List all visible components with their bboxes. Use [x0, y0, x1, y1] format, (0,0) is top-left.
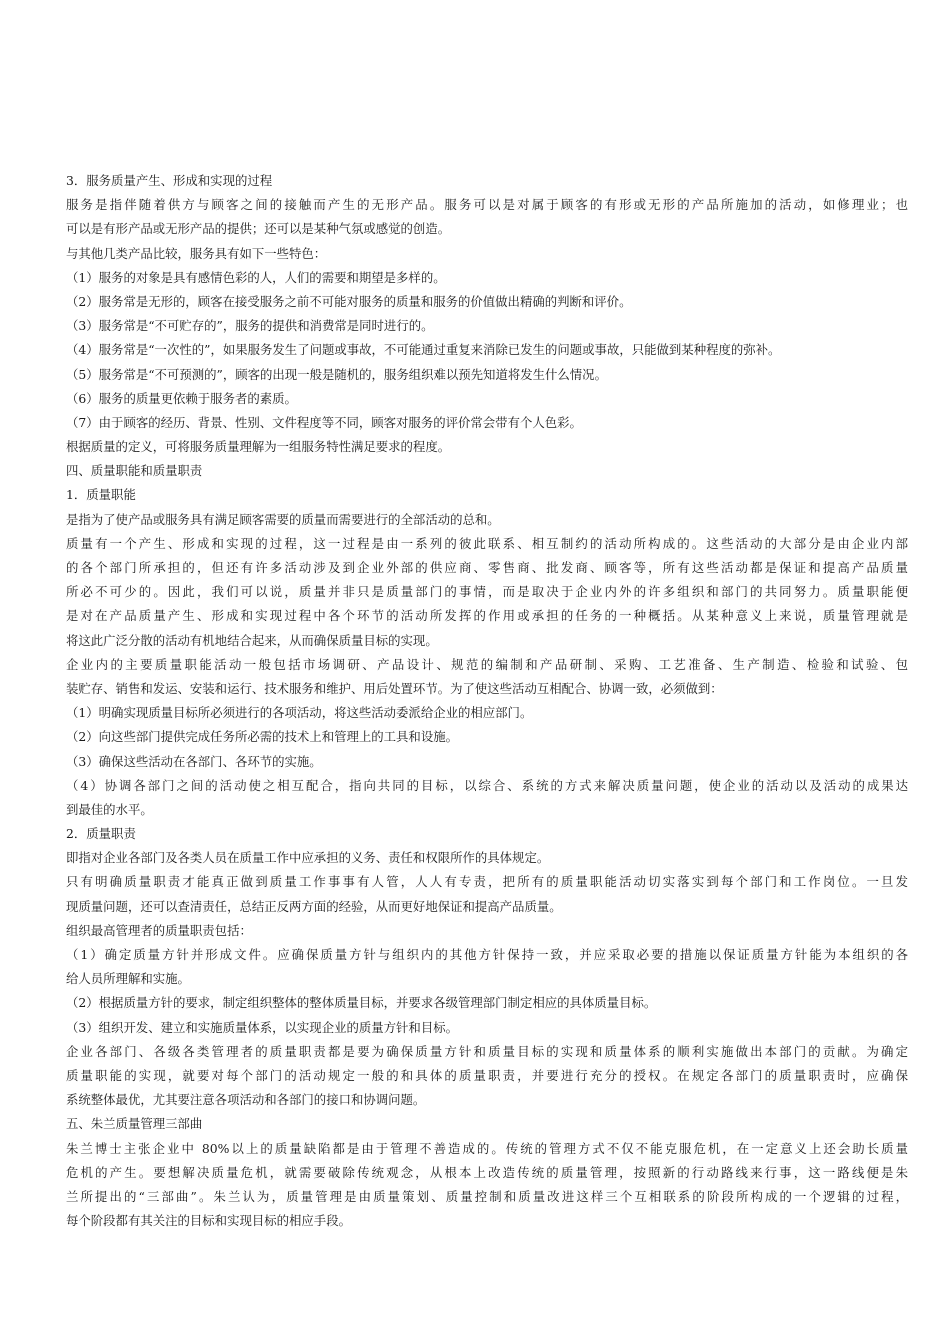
text-line: 到最佳的水平。: [66, 801, 153, 817]
text-line: 1．质量职能: [66, 487, 136, 503]
text-line: （1）明确实现质量目标所必须进行的各项活动，将这些活动委派给企业的相应部门。: [66, 705, 533, 721]
text-line: 组织最高管理者的质量职责包括：: [66, 922, 252, 938]
text-line: 2．质量职责: [66, 826, 136, 842]
text-line: 五、朱兰质量管理三部曲: [66, 1116, 203, 1132]
text-line: （6）服务的质量更依赖于服务者的素质。: [66, 390, 297, 406]
text-line: 质量职能的实现，就要对每个部门的活动规定一般的和具体的质量职责，并要进行充分的授权。在规定各部门的质量职责时，应确保: [66, 1067, 908, 1083]
text-line: （2）向这些部门提供完成任务所必需的技术上和管理上的工具和设施。: [66, 729, 458, 745]
text-line: 即指对企业各部门及各类人员在质量工作中应承担的义务、责任和权限所作的具体规定。: [66, 850, 550, 866]
text-line: （4）协调各部门之间的活动使之相互配合，指向共同的目标，以综合、系统的方式来解决质量问题，使企业的活动以及活动的成果达: [66, 777, 908, 793]
text-line: 企业各部门、各级各类管理者的质量职责都是要为确保质量方针和质量目标的实现和质量体系的顺利实施做出本部门的贡献。为确定: [66, 1043, 908, 1059]
text-line: （2）根据质量方针的要求，制定组织整体的整体质量目标，并要求各级管理部门制定相应的具体质量目标。: [66, 995, 657, 1011]
text-line: 是指为了使产品或服务具有满足顾客需要的质量而需要进行的全部活动的总和。: [66, 511, 500, 527]
text-line: （3）服务常是“不可贮存的”，服务的提供和消费常是同时进行的。: [66, 318, 434, 334]
text-line: 3．服务质量产生、形成和实现的过程: [66, 173, 273, 188]
text-line: 所必不可少的。因此，我们可以说，质量并非只是质量部门的事情，而是取决于企业内外的许多组织和部门的共同努力。质量职能便: [66, 584, 908, 600]
text-line: 每个阶段都有其关注的目标和实现目标的相应手段。: [66, 1213, 351, 1229]
text-line: 是对在产品质量产生、形成和实现过程中各个环节的活动所发挥的作用或承担的任务的一种概括。从某种意义上来说，质量管理就是: [66, 608, 908, 624]
text-line: 现质量问题，还可以查清责任，总结正反两方面的经验，从而更好地保证和提高产品质量。: [66, 898, 562, 914]
text-line: 服务是指伴随着供方与顾客之间的接触而产生的无形产品。服务可以是对属于顾客的有形或无形的产品所施加的活动，如修理业；也: [66, 197, 908, 213]
text-line: 只有明确质量职责才能真正做到质量工作事事有人管，人人有专责，把所有的质量职能活动切实落实到每个部门和工作岗位。一旦发: [66, 874, 908, 890]
text-line: （3）组织开发、建立和实施质量体系，以实现企业的质量方针和目标。: [66, 1019, 458, 1035]
text-line: 四、质量职能和质量职责: [66, 463, 203, 479]
text-line: （5）服务常是“不可预测的”，顾客的出现一般是随机的，服务组织难以预先知道将发生什么情况。: [66, 366, 607, 382]
text-line: （3）确保这些活动在各部门、各环节的实施。: [66, 753, 322, 769]
text-line: （4）服务常是“一次性的”，如果服务发生了问题或事故，不可能通过重复来消除已发生的问题或事故，只能做到某种程度的弥补。: [66, 342, 781, 358]
text-line: 装贮存、销售和发运、安装和运行、技术服务和维护、用后处置环节。为了使这些活动互相配合、协调一致，必须做到：: [66, 680, 723, 696]
text-line: 与其他几类产品比较，服务具有如下一些特色：: [66, 245, 327, 261]
text-line: 兰所提出的“三部曲”。朱兰认为，质量管理是由质量策划、质量控制和质量改进这样三个互相联系的阶段所构成的一个逻辑的过程，: [66, 1188, 908, 1204]
text-line: 朱兰博士主张企业中 80%以上的质量缺陷都是由于管理不善造成的。传统的管理方式不仅不能克服危机，在一定意义上还会助长质量: [66, 1140, 908, 1156]
text-line: 给人员所理解和实施。: [66, 971, 190, 987]
text-line: 企业内的主要质量职能活动一般包括市场调研、产品设计、规范的编制和产品研制、采购、工艺准备、生产制造、检验和试验、包: [66, 656, 908, 672]
text-line: 根据质量的定义，可将服务质量理解为一组服务特性满足要求的程度。: [66, 439, 451, 455]
text-line: 危机的产生。要想解决质量危机，就需要破除传统观念，从根本上改造传统的质量管理，按照新的行动路线来行事，这一路线便是朱: [66, 1164, 908, 1180]
text-line: 可以是有形产品或无形产品的提供；还可以是某种气氛或感觉的创造。: [66, 221, 451, 237]
text-line: 将这此广泛分散的活动有机地结合起来，从而确保质量目标的实现。: [66, 632, 438, 648]
document-page: [66, 169, 908, 1233]
text-line: 系统整体最优，尤其要注意各项活动和各部门的接口和协调问题。: [66, 1092, 426, 1108]
text-line: 的各个部门所承担的，但还有许多活动涉及到企业外部的供应商、零售商、批发商、顾客等，所有这些活动都是保证和提高产品质量: [66, 560, 908, 575]
text-line: 质量有一个产生、形成和实现的过程，这一过程是由一系列的彼此联系、相互制约的活动所构成的。这些活动的大部分是由企业内部: [66, 535, 908, 551]
text-line: （1）服务的对象是具有感情色彩的人，人们的需要和期望是多样的。: [66, 269, 446, 285]
text-line: （7）由于顾客的经历、背景、性别、文件程度等不同，顾客对服务的评价常会带有个人色彩。: [66, 414, 582, 430]
text-line: （2）服务常是无形的，顾客在接受服务之前不可能对服务的质量和服务的价值做出精确的判断和评价。: [66, 293, 632, 309]
text-line: （1）确定质量方针并形成文件。应确保质量方针与组织内的其他方针保持一致，并应采取必要的措施以保证质量方针能为本组织的各: [66, 947, 908, 962]
